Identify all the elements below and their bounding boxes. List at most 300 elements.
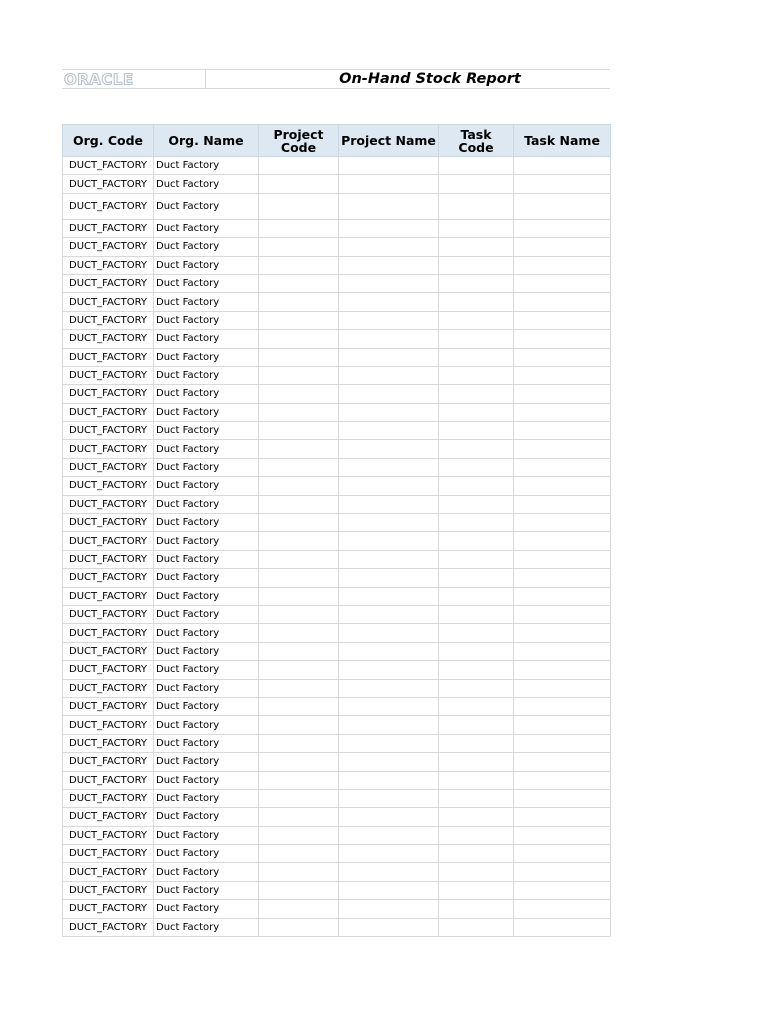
task-code-cell — [439, 900, 514, 918]
org-name-cell: Duct Factory — [154, 716, 259, 734]
project-code-cell — [259, 366, 339, 384]
task-code-cell — [439, 661, 514, 679]
task-name-cell — [514, 274, 611, 292]
project-code-cell — [259, 495, 339, 513]
project-name-cell — [339, 366, 439, 384]
org-name-cell: Duct Factory — [154, 311, 259, 329]
task-name-cell — [514, 256, 611, 274]
project-name-cell — [339, 845, 439, 863]
table-row — [63, 642, 611, 660]
task-name-cell — [514, 550, 611, 568]
column-header: Project Code — [259, 125, 339, 157]
project-name-cell — [339, 330, 439, 348]
project-name-cell — [339, 458, 439, 476]
table-row — [63, 274, 611, 292]
project-name-cell — [339, 311, 439, 329]
org-name-cell: Duct Factory — [154, 495, 259, 513]
task-name-cell — [514, 311, 611, 329]
project-code-cell — [259, 193, 339, 219]
task-code-cell — [439, 193, 514, 219]
task-name-cell — [514, 569, 611, 587]
project-code-cell — [259, 157, 339, 175]
project-code-cell — [259, 789, 339, 807]
table-row — [63, 789, 611, 807]
task-code-cell — [439, 697, 514, 715]
org-name-cell: Duct Factory — [154, 238, 259, 256]
oracle-logo — [62, 70, 206, 88]
org-code-cell: DUCT_FACTORY — [63, 293, 154, 311]
task-name-cell — [514, 293, 611, 311]
org-name-cell: Duct Factory — [154, 624, 259, 642]
table-row — [63, 826, 611, 844]
task-code-cell — [439, 403, 514, 421]
task-name-cell — [514, 679, 611, 697]
table-row — [63, 550, 611, 568]
project-name-cell — [339, 385, 439, 403]
org-code-cell: DUCT_FACTORY — [63, 366, 154, 384]
table-row — [63, 900, 611, 918]
org-code-cell: DUCT_FACTORY — [63, 845, 154, 863]
task-code-cell — [439, 587, 514, 605]
task-name-cell — [514, 514, 611, 532]
project-code-cell — [259, 293, 339, 311]
logo-wordmark: ORACLE — [64, 71, 134, 87]
table-row — [63, 587, 611, 605]
org-name-cell: Duct Factory — [154, 569, 259, 587]
project-name-cell — [339, 514, 439, 532]
project-code-cell — [259, 550, 339, 568]
task-code-cell — [439, 514, 514, 532]
project-code-cell — [259, 716, 339, 734]
org-code-cell: DUCT_FACTORY — [63, 193, 154, 219]
task-name-cell — [514, 587, 611, 605]
project-code-cell — [259, 403, 339, 421]
org-code-cell: DUCT_FACTORY — [63, 808, 154, 826]
project-name-cell — [339, 826, 439, 844]
org-code-cell: DUCT_FACTORY — [63, 661, 154, 679]
task-code-cell — [439, 642, 514, 660]
project-name-cell — [339, 293, 439, 311]
org-code-cell: DUCT_FACTORY — [63, 587, 154, 605]
project-code-cell — [259, 219, 339, 237]
project-name-cell — [339, 219, 439, 237]
table-row — [63, 219, 611, 237]
project-name-cell — [339, 661, 439, 679]
org-name-cell: Duct Factory — [154, 193, 259, 219]
task-name-cell — [514, 789, 611, 807]
org-name-cell: Duct Factory — [154, 532, 259, 550]
task-name-cell — [514, 175, 611, 193]
org-name-cell: Duct Factory — [154, 587, 259, 605]
table-row — [63, 385, 611, 403]
task-code-cell — [439, 157, 514, 175]
table-row — [63, 881, 611, 899]
table-row — [63, 495, 611, 513]
project-code-cell — [259, 642, 339, 660]
column-header: Org. Name — [154, 125, 259, 157]
project-code-cell — [259, 330, 339, 348]
task-code-cell — [439, 348, 514, 366]
table-row — [63, 157, 611, 175]
org-name-cell: Duct Factory — [154, 753, 259, 771]
task-code-cell — [439, 918, 514, 936]
org-name-cell: Duct Factory — [154, 330, 259, 348]
table-header-row — [63, 125, 611, 157]
org-code-cell: DUCT_FACTORY — [63, 477, 154, 495]
task-code-cell — [439, 366, 514, 384]
report-header — [62, 69, 610, 89]
project-code-cell — [259, 918, 339, 936]
project-name-cell — [339, 697, 439, 715]
task-code-cell — [439, 569, 514, 587]
org-code-cell: DUCT_FACTORY — [63, 495, 154, 513]
project-code-cell — [259, 311, 339, 329]
table-row — [63, 918, 611, 936]
org-name-cell: Duct Factory — [154, 157, 259, 175]
org-code-cell: DUCT_FACTORY — [63, 330, 154, 348]
task-name-cell — [514, 366, 611, 384]
project-code-cell — [259, 274, 339, 292]
project-code-cell — [259, 753, 339, 771]
org-code-cell: DUCT_FACTORY — [63, 624, 154, 642]
org-code-cell: DUCT_FACTORY — [63, 458, 154, 476]
project-name-cell — [339, 789, 439, 807]
project-name-cell — [339, 771, 439, 789]
task-code-cell — [439, 532, 514, 550]
task-name-cell — [514, 661, 611, 679]
project-name-cell — [339, 863, 439, 881]
task-code-cell — [439, 624, 514, 642]
org-name-cell: Duct Factory — [154, 771, 259, 789]
table-row — [63, 238, 611, 256]
task-code-cell — [439, 495, 514, 513]
task-name-cell — [514, 440, 611, 458]
task-code-cell — [439, 808, 514, 826]
org-name-cell: Duct Factory — [154, 458, 259, 476]
project-name-cell — [339, 569, 439, 587]
table-row — [63, 514, 611, 532]
org-name-cell: Duct Factory — [154, 734, 259, 752]
project-code-cell — [259, 587, 339, 605]
task-name-cell — [514, 863, 611, 881]
org-name-cell: Duct Factory — [154, 366, 259, 384]
project-name-cell — [339, 193, 439, 219]
table-row — [63, 366, 611, 384]
project-name-cell — [339, 918, 439, 936]
org-name-cell: Duct Factory — [154, 605, 259, 623]
task-name-cell — [514, 900, 611, 918]
table-row — [63, 605, 611, 623]
org-code-cell: DUCT_FACTORY — [63, 900, 154, 918]
org-name-cell: Duct Factory — [154, 550, 259, 568]
project-code-cell — [259, 569, 339, 587]
project-code-cell — [259, 385, 339, 403]
org-name-cell: Duct Factory — [154, 403, 259, 421]
project-code-cell — [259, 845, 339, 863]
table-row — [63, 753, 611, 771]
table-row — [63, 477, 611, 495]
org-name-cell: Duct Factory — [154, 422, 259, 440]
table-row — [63, 734, 611, 752]
task-code-cell — [439, 238, 514, 256]
project-code-cell — [259, 238, 339, 256]
project-code-cell — [259, 440, 339, 458]
project-name-cell — [339, 734, 439, 752]
project-name-cell — [339, 605, 439, 623]
table-row — [63, 175, 611, 193]
org-code-cell: DUCT_FACTORY — [63, 734, 154, 752]
org-code-cell: DUCT_FACTORY — [63, 863, 154, 881]
project-name-cell — [339, 175, 439, 193]
task-code-cell — [439, 550, 514, 568]
org-code-cell: DUCT_FACTORY — [63, 440, 154, 458]
column-header: Task Name — [514, 125, 611, 157]
org-code-cell: DUCT_FACTORY — [63, 550, 154, 568]
task-name-cell — [514, 458, 611, 476]
table-row — [63, 256, 611, 274]
task-code-cell — [439, 881, 514, 899]
task-code-cell — [439, 274, 514, 292]
project-name-cell — [339, 642, 439, 660]
task-code-cell — [439, 422, 514, 440]
project-name-cell — [339, 422, 439, 440]
task-code-cell — [439, 458, 514, 476]
project-code-cell — [259, 661, 339, 679]
task-code-cell — [439, 477, 514, 495]
org-code-cell: DUCT_FACTORY — [63, 716, 154, 734]
table-row — [63, 458, 611, 476]
project-name-cell — [339, 679, 439, 697]
org-code-cell: DUCT_FACTORY — [63, 219, 154, 237]
table-row — [63, 569, 611, 587]
project-name-cell — [339, 256, 439, 274]
org-name-cell: Duct Factory — [154, 293, 259, 311]
project-name-cell — [339, 550, 439, 568]
project-code-cell — [259, 679, 339, 697]
org-name-cell: Duct Factory — [154, 900, 259, 918]
table-row — [63, 403, 611, 421]
org-code-cell: DUCT_FACTORY — [63, 514, 154, 532]
stock-report-table — [62, 124, 611, 937]
org-name-cell: Duct Factory — [154, 477, 259, 495]
task-code-cell — [439, 293, 514, 311]
task-name-cell — [514, 403, 611, 421]
org-code-cell: DUCT_FACTORY — [63, 422, 154, 440]
task-code-cell — [439, 789, 514, 807]
task-code-cell — [439, 826, 514, 844]
task-name-cell — [514, 734, 611, 752]
task-code-cell — [439, 440, 514, 458]
table-row — [63, 532, 611, 550]
project-code-cell — [259, 826, 339, 844]
org-name-cell: Duct Factory — [154, 808, 259, 826]
org-name-cell: Duct Factory — [154, 514, 259, 532]
project-code-cell — [259, 348, 339, 366]
org-code-cell: DUCT_FACTORY — [63, 679, 154, 697]
org-code-cell: DUCT_FACTORY — [63, 697, 154, 715]
table-row — [63, 845, 611, 863]
project-code-cell — [259, 900, 339, 918]
task-name-cell — [514, 771, 611, 789]
org-code-cell: DUCT_FACTORY — [63, 771, 154, 789]
task-code-cell — [439, 330, 514, 348]
task-name-cell — [514, 422, 611, 440]
table-row — [63, 330, 611, 348]
task-code-cell — [439, 863, 514, 881]
project-code-cell — [259, 175, 339, 193]
org-code-cell: DUCT_FACTORY — [63, 826, 154, 844]
task-name-cell — [514, 348, 611, 366]
column-header: Org. Code — [63, 125, 154, 157]
org-name-cell: Duct Factory — [154, 881, 259, 899]
project-name-cell — [339, 440, 439, 458]
org-name-cell: Duct Factory — [154, 789, 259, 807]
org-code-cell: DUCT_FACTORY — [63, 918, 154, 936]
org-code-cell: DUCT_FACTORY — [63, 642, 154, 660]
org-code-cell: DUCT_FACTORY — [63, 753, 154, 771]
org-name-cell: Duct Factory — [154, 440, 259, 458]
project-code-cell — [259, 422, 339, 440]
task-name-cell — [514, 697, 611, 715]
task-name-cell — [514, 532, 611, 550]
task-code-cell — [439, 753, 514, 771]
project-code-cell — [259, 863, 339, 881]
org-name-cell: Duct Factory — [154, 219, 259, 237]
org-name-cell: Duct Factory — [154, 175, 259, 193]
table-row — [63, 863, 611, 881]
org-code-cell: DUCT_FACTORY — [63, 274, 154, 292]
project-name-cell — [339, 477, 439, 495]
column-header: Task Code — [439, 125, 514, 157]
table-row — [63, 440, 611, 458]
table-row — [63, 293, 611, 311]
org-name-cell: Duct Factory — [154, 256, 259, 274]
task-name-cell — [514, 605, 611, 623]
task-name-cell — [514, 385, 611, 403]
task-code-cell — [439, 219, 514, 237]
task-name-cell — [514, 918, 611, 936]
column-header: Project Name — [339, 125, 439, 157]
project-code-cell — [259, 881, 339, 899]
table-row — [63, 422, 611, 440]
project-code-cell — [259, 458, 339, 476]
task-code-cell — [439, 311, 514, 329]
project-name-cell — [339, 403, 439, 421]
org-name-cell: Duct Factory — [154, 385, 259, 403]
task-name-cell — [514, 193, 611, 219]
task-name-cell — [514, 808, 611, 826]
org-code-cell: DUCT_FACTORY — [63, 175, 154, 193]
org-code-cell: DUCT_FACTORY — [63, 569, 154, 587]
project-name-cell — [339, 495, 439, 513]
org-name-cell: Duct Factory — [154, 697, 259, 715]
org-code-cell: DUCT_FACTORY — [63, 348, 154, 366]
org-name-cell: Duct Factory — [154, 845, 259, 863]
org-name-cell: Duct Factory — [154, 642, 259, 660]
task-name-cell — [514, 642, 611, 660]
task-code-cell — [439, 771, 514, 789]
org-code-cell: DUCT_FACTORY — [63, 789, 154, 807]
task-code-cell — [439, 385, 514, 403]
task-name-cell — [514, 238, 611, 256]
task-name-cell — [514, 845, 611, 863]
task-code-cell — [439, 605, 514, 623]
project-code-cell — [259, 256, 339, 274]
table-row — [63, 716, 611, 734]
page-title: On-Hand Stock Report — [339, 71, 521, 87]
org-code-cell: DUCT_FACTORY — [63, 311, 154, 329]
task-name-cell — [514, 716, 611, 734]
task-name-cell — [514, 826, 611, 844]
task-code-cell — [439, 175, 514, 193]
project-code-cell — [259, 734, 339, 752]
org-name-cell: Duct Factory — [154, 348, 259, 366]
table-row — [63, 679, 611, 697]
project-name-cell — [339, 238, 439, 256]
org-name-cell: Duct Factory — [154, 863, 259, 881]
table-row — [63, 661, 611, 679]
project-name-cell — [339, 587, 439, 605]
project-code-cell — [259, 771, 339, 789]
org-code-cell: DUCT_FACTORY — [63, 157, 154, 175]
project-name-cell — [339, 624, 439, 642]
table-row — [63, 808, 611, 826]
project-code-cell — [259, 605, 339, 623]
project-name-cell — [339, 157, 439, 175]
table-body — [63, 157, 611, 937]
task-name-cell — [514, 624, 611, 642]
table-row — [63, 348, 611, 366]
table-row — [63, 697, 611, 715]
project-name-cell — [339, 808, 439, 826]
org-name-cell: Duct Factory — [154, 661, 259, 679]
project-code-cell — [259, 697, 339, 715]
project-code-cell — [259, 532, 339, 550]
task-name-cell — [514, 495, 611, 513]
org-code-cell: DUCT_FACTORY — [63, 385, 154, 403]
table-row — [63, 193, 611, 219]
task-code-cell — [439, 734, 514, 752]
task-name-cell — [514, 157, 611, 175]
project-name-cell — [339, 881, 439, 899]
table-row — [63, 624, 611, 642]
org-code-cell: DUCT_FACTORY — [63, 256, 154, 274]
org-code-cell: DUCT_FACTORY — [63, 532, 154, 550]
org-code-cell: DUCT_FACTORY — [63, 403, 154, 421]
task-code-cell — [439, 845, 514, 863]
task-name-cell — [514, 753, 611, 771]
org-name-cell: Duct Factory — [154, 679, 259, 697]
project-name-cell — [339, 532, 439, 550]
org-code-cell: DUCT_FACTORY — [63, 238, 154, 256]
project-name-cell — [339, 274, 439, 292]
project-name-cell — [339, 900, 439, 918]
project-name-cell — [339, 753, 439, 771]
project-code-cell — [259, 808, 339, 826]
table-row — [63, 311, 611, 329]
task-name-cell — [514, 881, 611, 899]
oracle-logo-icon — [62, 71, 154, 87]
org-name-cell: Duct Factory — [154, 826, 259, 844]
project-name-cell — [339, 348, 439, 366]
table-row — [63, 771, 611, 789]
org-code-cell: DUCT_FACTORY — [63, 605, 154, 623]
org-name-cell: Duct Factory — [154, 918, 259, 936]
task-code-cell — [439, 256, 514, 274]
task-code-cell — [439, 679, 514, 697]
org-code-cell: DUCT_FACTORY — [63, 881, 154, 899]
task-name-cell — [514, 477, 611, 495]
